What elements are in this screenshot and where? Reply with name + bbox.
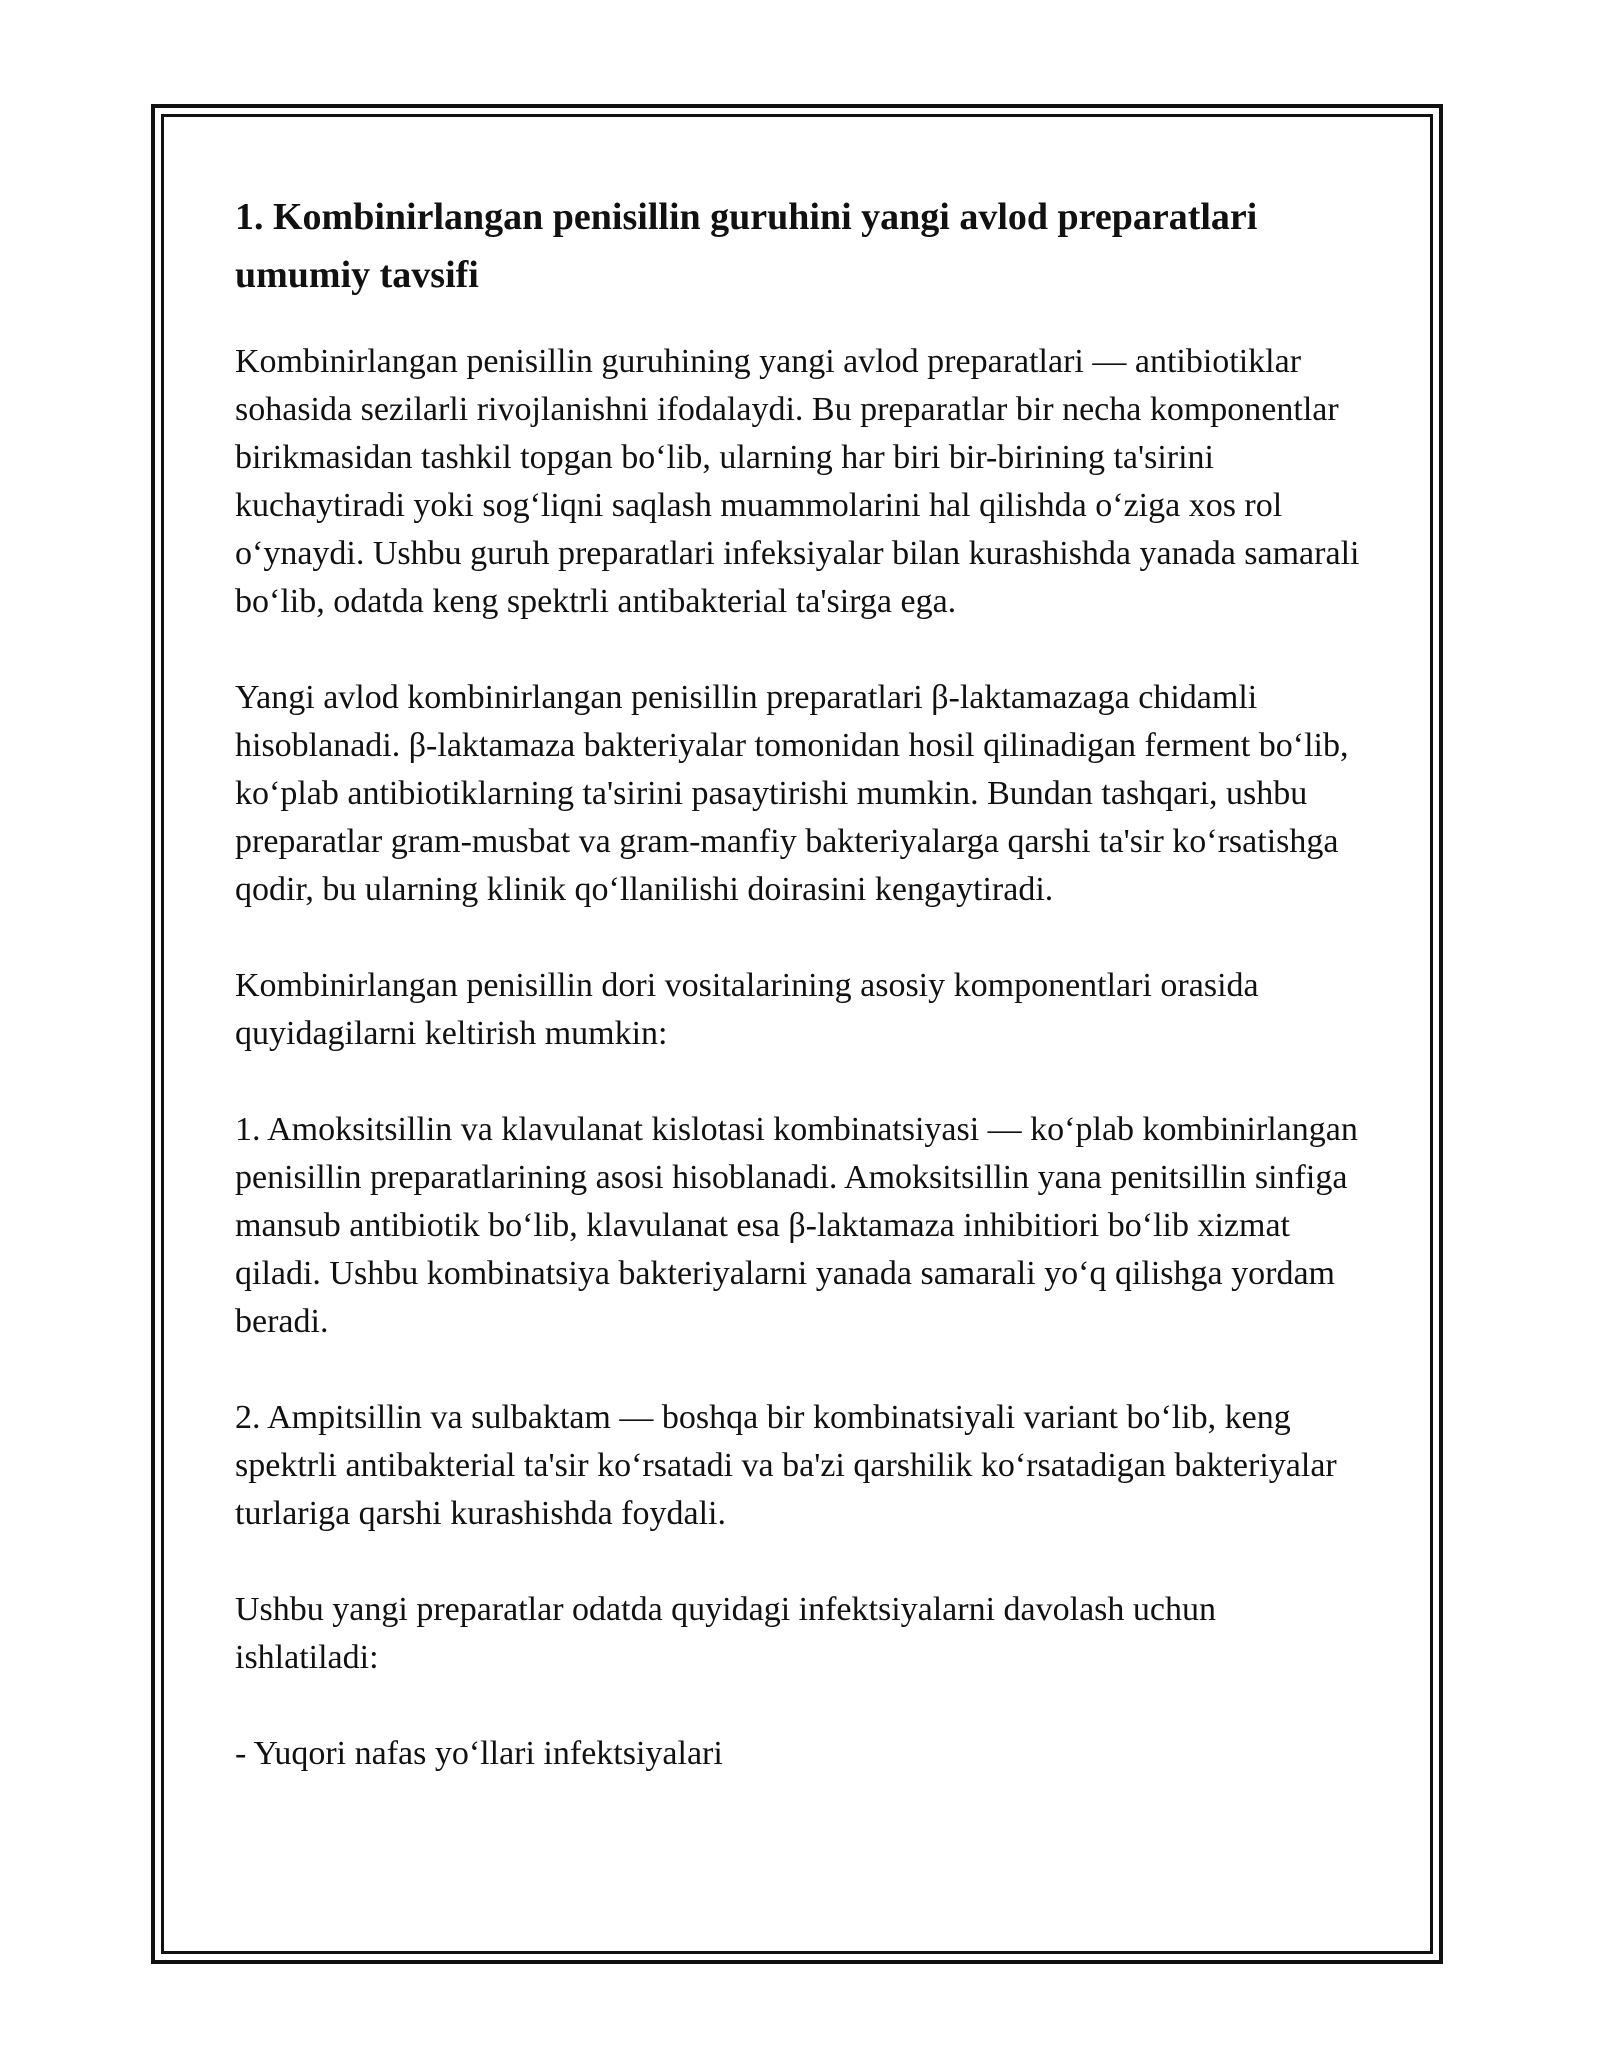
document-body [235,188,1365,1826]
paragraph-beta-lactamase: Yangi avlod kombinirlangan penisillin preparatlari β-laktamazaga chidamli hisoblanadi. β-laktamaza bakteriyalar tomonidan hosil qilinadigan ferment bo‘lib, ko‘plab antibiotiklarning ta'sirini pasaytirishi mumkin. Bundan tashqari, ushbu preparatlar gram-musbat va gram-manfiy bakteriyalarga qarshi ta'sir ko‘rsatishga qodir, bu ularning klinik qo‘llanilishi doirasini kengaytiradi. [235,679,1349,908]
paragraph-components-intro: Kombinirlangan penisillin dori vositalarining asosiy komponentlari orasida quyidagilarni keltirish mumkin: [235,967,1259,1052]
paragraph-infections-intro: Ushbu yangi preparatlar odatda quyidagi infektsiyalarni davolash uchun ishlatiladi: [235,1591,1216,1676]
section-heading: 1. Kombinirlangan penisillin guruhini yangi avlod preparatlari umumiy tavsifi [235,196,1258,296]
list-item-amoxicillin: 1. Amoksitsillin va klavulanat kislotasi kombinatsiyasi — ko‘plab kombinirlangan penisillin preparatlarining asosi hisoblanadi. Amoksitsillin yana penitsillin sinfiga mansub antibiotik bo‘lib, klavulanat esa β-laktamaza inhibitiori bo‘lib xizmat qiladi. Ushbu kombinatsiya bakteriyalarni yanada samarali yo‘q qilishga yordam beradi. [235,1111,1358,1340]
list-item-ampicillin: 2. Ampitsillin va sulbaktam — boshqa bir kombinatsiyali variant bo‘lib, keng spektrli antibakterial ta'sir ko‘rsatadi va ba'zi qarshilik ko‘rsatadigan bakteriyalar turlariga qarshi kurashishda foydali. [235,1399,1337,1532]
paragraph-intro: Kombinirlangan penisillin guruhining yangi avlod preparatlari — antibiotiklar sohasida sezilarli rivojlanishni ifodalaydi. Bu preparatlar bir necha komponentlar birikmasidan tashkil topgan bo‘lib, ularning har biri bir-birining ta'sirini kuchaytiradi yoki sog‘liqni saqlash muammolarini hal qilishda o‘ziga xos rol o‘ynaydi. Ushbu guruh preparatlari infeksiyalar bilan kurashishda yanada samarali bo‘lib, odatda keng spektrli antibakterial ta'sirga ega. [235,343,1360,620]
list-item-respiratory: - Yuqori nafas yo‘llari infektsiyalari [235,1735,723,1772]
